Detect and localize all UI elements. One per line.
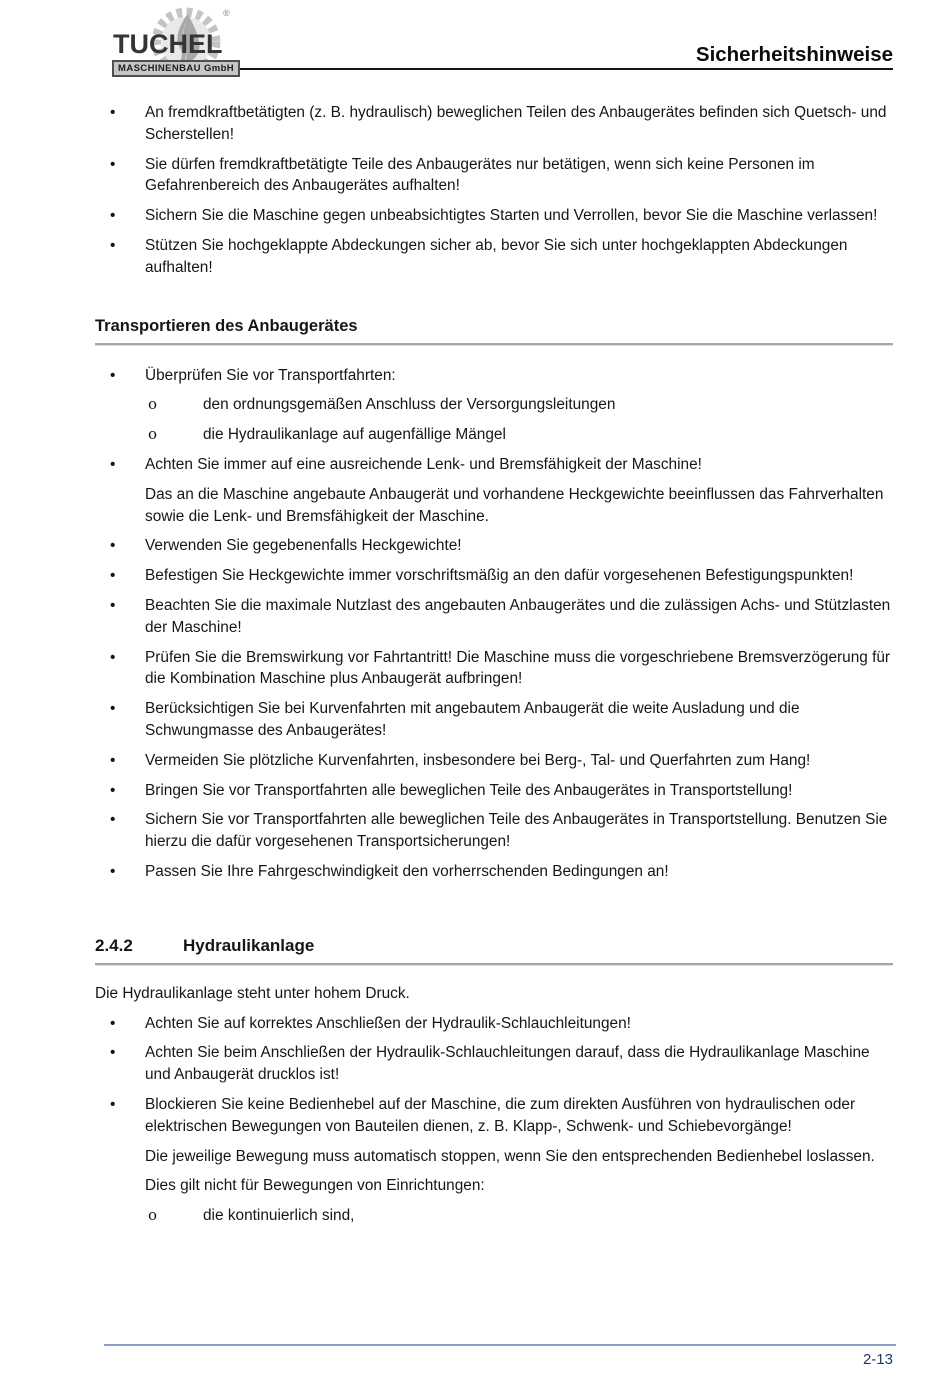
bullet-marker: • <box>110 155 116 173</box>
paragraph: Dies gilt nicht für Bewegungen von Einrichtungen: <box>145 1177 485 1195</box>
bullet-item <box>95 1042 893 1086</box>
paragraph: Das an die Maschine angebaute Anbaugerät und vorhandene Heckgewichte beeinflussen das Fahrverhalten sowie die Lenk- und Bremsfähigkeit der Maschine. <box>145 485 884 525</box>
bullet-marker: • <box>110 366 116 384</box>
bullet-marker: • <box>110 700 116 718</box>
bullet-item <box>95 780 893 802</box>
sub-bullet-text: die Hydraulikanlage auf augenfällige Mängel <box>203 426 506 444</box>
sub-bullet-marker: o <box>148 425 158 444</box>
document-body <box>95 102 893 1235</box>
bullet-item <box>95 454 893 476</box>
bullet-text: Blockieren Sie keine Bedienhebel auf der Maschine, die zum direkten Ausführen von hydraulischen oder elektrischen Bewegungen von Bauteilen dienen, z. B. Klapp-, Schwenk- und Schiebevorgänge! <box>145 1095 856 1135</box>
bullet-item <box>95 205 893 227</box>
footer-rule <box>104 1344 896 1346</box>
bullet-text: Achten Sie auf korrektes Anschließen der Hydraulik-Schlauchleitungen! <box>145 1014 631 1032</box>
bullet-item <box>95 647 893 691</box>
bullet-text: Sichern Sie die Maschine gegen unbeabsichtigtes Starten und Verrollen, bevor Sie die Maschine verlassen! <box>145 207 878 225</box>
sub-bullet-item <box>148 1205 893 1227</box>
section-heading: Transportieren des Anbaugerätes <box>95 315 893 345</box>
bullet-text: Berücksichtigen Sie bei Kurvenfahrten mit angebautem Anbaugerät die weite Ausladung und die Schwungmasse des Anbaugerätes! <box>145 700 800 739</box>
sub-bullet-text: den ordnungsgemäßen Anschluss der Versorgungsleitungen <box>203 396 616 414</box>
bullet-marker: • <box>110 751 116 769</box>
bullet-text: Vermeiden Sie plötzliche Kurvenfahrten, insbesondere bei Berg-, Tal- und Querfahrten zum Hang! <box>145 751 811 769</box>
bullet-marker: • <box>110 862 116 880</box>
bullet-item <box>95 595 893 639</box>
bullet-item <box>95 535 893 557</box>
section-title: Hydraulikanlage <box>183 935 315 955</box>
bullet-item <box>95 154 893 198</box>
bullet-item <box>95 809 893 853</box>
bullet-marker: • <box>110 1095 116 1113</box>
logo-subtitle: MASCHINENBAU GmbH <box>112 60 240 77</box>
sub-bullet-marker: o <box>148 1206 158 1225</box>
sub-bullet-marker: o <box>148 395 158 414</box>
bullet-marker: • <box>110 207 116 225</box>
bullet-item <box>95 1013 893 1035</box>
bullet-item <box>95 750 893 772</box>
bullet-marker: • <box>110 455 116 473</box>
bullet-item <box>95 235 893 279</box>
bullet-marker: • <box>110 811 116 829</box>
bullet-text: Verwenden Sie gegebenenfalls Heckgewichte! <box>145 537 462 555</box>
bullet-item <box>95 861 893 883</box>
sub-bullet-item <box>148 394 893 416</box>
bullet-item <box>95 1094 893 1138</box>
bullet-marker: • <box>110 537 116 555</box>
bullet-text: Sie dürfen fremdkraftbetätigte Teile des Anbaugerätes nur betätigen, wenn sich keine Personen im Gefahrenbereich des Anbaugerätes aufhalten! <box>145 155 815 195</box>
bullet-marker: • <box>110 596 116 614</box>
bullet-marker: • <box>110 781 116 799</box>
bullet-text: Bringen Sie vor Transportfahrten alle beweglichen Teile des Anbaugerätes in Transportstellung! <box>145 781 793 799</box>
bullet-item <box>95 698 893 742</box>
bullet-text: Passen Sie Ihre Fahrgeschwindigkeit den vorherrschenden Bedingungen an! <box>145 862 669 880</box>
bullet-marker: • <box>110 236 116 254</box>
paragraph: Die jeweilige Bewegung muss automatisch stoppen, wenn Sie den entsprechenden Bedienhebel loslassen. <box>145 1147 875 1165</box>
bullet-marker: • <box>110 104 116 121</box>
bullet-item <box>95 102 893 146</box>
sub-bullet-item <box>148 424 893 446</box>
bullet-text: Befestigen Sie Heckgewichte immer vorschriftsmäßig an den dafür vorgesehenen Befestigungspunkten! <box>145 567 854 585</box>
page-number: 2-13 <box>862 1351 893 1368</box>
bullet-text: Überprüfen Sie vor Transportfahrten: <box>145 366 396 384</box>
registered-trademark-icon: ® <box>223 8 230 18</box>
bullet-marker: • <box>110 1044 116 1062</box>
bullet-text: An fremdkraftbetätigten (z. B. hydraulisch) beweglichen Teilen des Anbaugerätes befinden sich Quetsch- und Scherstellen! <box>145 104 887 143</box>
bullet-marker: • <box>110 648 116 666</box>
bullet-item <box>95 565 893 587</box>
bullet-text: Achten Sie beim Anschließen der Hydraulik-Schlauchleitungen darauf, dass die Hydraulikanlage Maschine und Anbaugerät drucklos ist! <box>145 1044 870 1084</box>
bullet-marker: • <box>110 1014 116 1032</box>
page-header-title: Sicherheitshinweise <box>695 43 893 66</box>
header-rule <box>232 68 893 70</box>
section-number: 2.4.2 <box>95 935 133 955</box>
bullet-text: Beachten Sie die maximale Nutzlast des angebauten Anbaugerätes und die zulässigen Achs- und Stützlasten der Maschine! <box>145 596 891 636</box>
bullet-item <box>95 365 893 387</box>
bullet-text: Prüfen Sie die Bremswirkung vor Fahrtantritt! Die Maschine muss die vorgeschriebene Bremsverzögerung für die Kombination Maschine plus Anbaugerät aufbringen! <box>145 648 891 688</box>
company-logo <box>113 5 243 83</box>
bullet-text: Achten Sie immer auf eine ausreichende Lenk- und Bremsfähigkeit der Maschine! <box>145 455 702 473</box>
sub-bullet-text: die kontinuierlich sind, <box>203 1207 355 1225</box>
logo-wordmark: TUCHEL <box>113 29 223 59</box>
bullet-text: Stützen Sie hochgeklappte Abdeckungen sicher ab, bevor Sie sich unter hochgeklappten Abdeckungen aufhalten! <box>145 236 848 276</box>
bullet-marker: • <box>110 567 116 585</box>
section-heading-numbered <box>95 935 893 965</box>
bullet-text: Sichern Sie vor Transportfahrten alle beweglichen Teile des Anbaugerätes in Transportstellung. Benutzen Sie hierzu die dafür vorgesehenen Transportsicherungen! <box>145 811 888 851</box>
lead-paragraph: Die Hydraulikanlage steht unter hohem Druck. <box>95 984 410 1002</box>
